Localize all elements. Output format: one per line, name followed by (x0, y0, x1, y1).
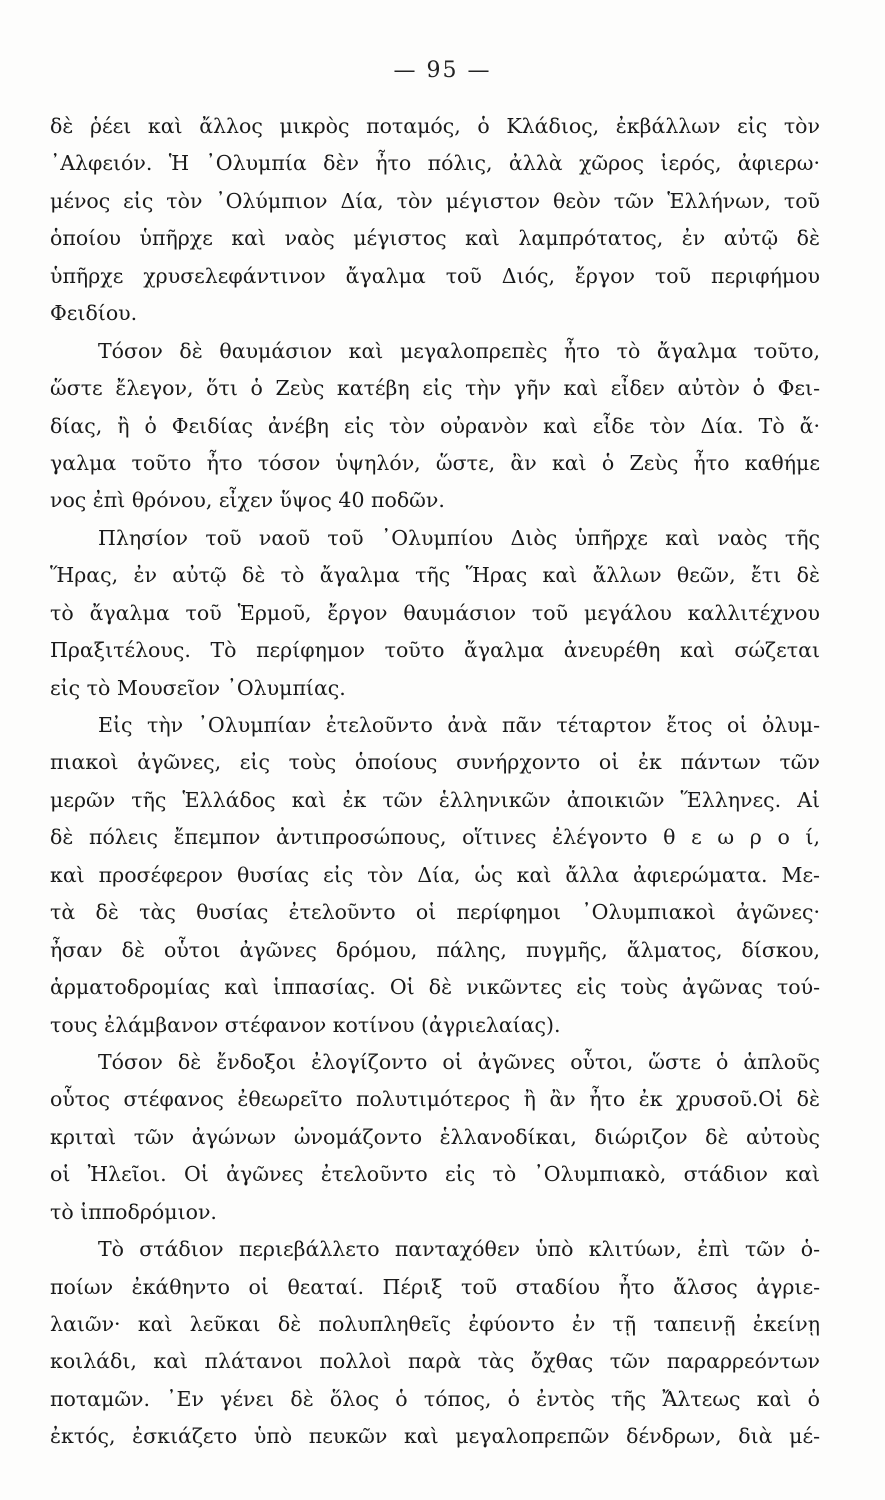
text-line: ᾿Αλφειόν. Ἡ ᾿Ολυμπία δὲν ἦτο πόλις, ἀλλὰ χῶρος ἱερός, ἀφιερω· (50, 151, 820, 176)
text-line: ποταμῶν. ᾿Εν γένει δὲ ὅλος ὁ τόπος, ὁ ἐντὸς τῆς Ἄλτεως καὶ ὁ (50, 1386, 820, 1411)
text-line: δὲ ῥέει καὶ ἄλλος μικρὸς ποταμός, ὁ Κλάδιος, ἐκβάλλων εἰς τὸν (50, 114, 820, 138)
paragraph-start-line: Πλησίον τοῦ ναοῦ τοῦ ᾿Ολυμπίου Διὸς ὑπῆρχε καὶ ναὸς τῆς (98, 525, 820, 550)
text-line: δὲ πόλεις ἔπεμπον ἀντιπροσώπους, οἵτινες ἐλέγοντο θ ε ω ρ ο ί, (50, 825, 820, 850)
text-line: ὥστε ἔλεγον, ὅτι ὁ Ζεὺς κατέβη εἰς τὴν γῆν καὶ εἶδεν αὐτὸν ὁ Φει- (50, 376, 820, 401)
paragraph-start-line: Τόσον δὲ ἔνδοξοι ἐλογίζοντο οἱ ἀγῶνες οὗτοι, ὥστε ὁ ἁπλοῦς (98, 1049, 820, 1074)
text-line: Ἥρας, ἐν αὐτῷ δὲ τὸ ἄγαλμα τῆς Ἥρας καὶ ἄλλων θεῶν, ἔτι δὲ (50, 563, 820, 588)
paragraph-start-line: Τόσον δὲ θαυμάσιον καὶ μεγαλοπρεπὲς ἦτο τὸ ἄγαλμα τοῦτο, (98, 338, 820, 363)
text-line: ἁρματοδρομίας καὶ ἱππασίας. Οἱ δὲ νικῶντες εἰς τοὺς ἀγῶνας τού- (50, 975, 820, 1000)
text-line: μένος εἰς τὸν ᾿Ολύμπιον Δία, τὸν μέγιστον θεὸν τῶν Ἑλλήνων, τοῦ (50, 188, 820, 213)
paragraph-start-line: Εἰς τὴν ᾿Ολυμπίαν ἐτελοῦντο ἀνὰ πᾶν τέταρτον ἔτος οἱ ὀλυμ- (98, 713, 820, 737)
text-line: ἦσαν δὲ οὗτοι ἀγῶνες δρόμου, πάλης, πυγμῆς, ἅλματος, δίσκου, (50, 937, 820, 962)
text-line: τὰ δὲ τὰς θυσίας ἐτελοῦντο οἱ περίφημοι ᾿Ολυμπιακοὶ ἀγῶνες· (50, 900, 820, 925)
text-line: ὁποίου ὑπῆρχε καὶ ναὸς μέγιστος καὶ λαμπρότατος, ἐν αὐτῷ δὲ (50, 226, 820, 251)
paragraph-start-line: Τὸ στάδιον περιεβάλλετο πανταχόθεν ὑπὸ κλιτύων, ἐπὶ τῶν ὁ- (98, 1237, 820, 1262)
text-line: ἐκτός, ἐσκιάζετο ὑπὸ πευκῶν καὶ μεγαλοπρεπῶν δένδρων, διὰ μέ- (50, 1424, 820, 1449)
text-line: τους ἐλάμβανον στέφανον κοτίνου (ἀγριελαίας). (50, 1012, 561, 1037)
text-line: τὸ ἱπποδρόμιον. (50, 1199, 217, 1224)
text-line: νος ἐπὶ θρόνου, εἶχεν ὕψος 40 ποδῶν. (50, 488, 445, 513)
text-line: Φειδίου. (50, 301, 138, 326)
text-line: κριταὶ τῶν ἀγώνων ὠνομάζοντο ἑλλανοδίκαι, διώριζον δὲ αὐτοὺς (50, 1124, 820, 1149)
text-line: τὸ ἄγαλμα τοῦ Ἑρμοῦ, ἔργον θαυμάσιον τοῦ μεγάλου καλλιτέχνου (50, 600, 820, 625)
text-line: οἱ Ἠλεῖοι. Οἱ ἀγῶνες ἐτελοῦντο εἰς τὸ ᾿Ολυμπιακὸ, στάδιον καὶ (50, 1162, 820, 1187)
text-line: μερῶν τῆς Ἑλλάδος καὶ ἐκ τῶν ἑλληνικῶν ἀποικιῶν Ἕλληνες. Αἱ (50, 787, 820, 812)
text-line: καὶ προσέφερον θυσίας εἰς τὸν Δία, ὡς καὶ ἄλλα ἀφιερώματα. Με- (50, 862, 820, 887)
text-line: δίας, ἢ ὁ Φειδίας ἀνέβη εἰς τὸν οὐρανὸν καὶ εἶδε τὸν Δία. Τὸ ἄ· (50, 413, 820, 438)
text-line: ποίων ἐκάθηντο οἱ θεαταί. Πέριξ τοῦ σταδίου ἦτο ἄλσος ἀγριε- (50, 1274, 820, 1299)
text-line: οὗτος στέφανος ἐθεωρεῖτο πολυτιμότερος ἢ ἂν ἦτο ἐκ χρυσοῦ.Οἱ δὲ (50, 1087, 820, 1112)
text-line: εἰς τὸ Μουσεῖον ᾿Ολυμπίας. (50, 675, 346, 700)
text-line: κοιλάδι, καὶ πλάτανοι πολλοὶ παρὰ τὰς ὄχθας τῶν παραρρεόντων (50, 1349, 820, 1374)
page-number: — 95 — (393, 58, 492, 83)
text-line: γαλμα τοῦτο ἦτο τόσον ὑψηλόν, ὥστε, ἂν καὶ ὁ Ζεὺς ἦτο καθήμε (50, 450, 820, 475)
text-line: Πραξιτέλους. Τὸ περίφημον τοῦτο ἄγαλμα ἀνευρέθη καὶ σώζεται (50, 638, 820, 663)
body-text (50, 108, 820, 1456)
text-line: λαιῶν· καὶ λεῦκαι δὲ πολυπληθεῖς ἐφύοντο ἐν τῇ ταπεινῇ ἐκείνῃ (50, 1312, 820, 1336)
text-line: ὑπῆρχε χρυσελεφάντινον ἄγαλμα τοῦ Διός, ἔργον τοῦ περιφήμου (50, 263, 820, 288)
text-line: πιακοὶ ἀγῶνες, εἰς τοὺς ὁποίους συνήρχοντο οἱ ἐκ πάντων τῶν (50, 750, 820, 775)
